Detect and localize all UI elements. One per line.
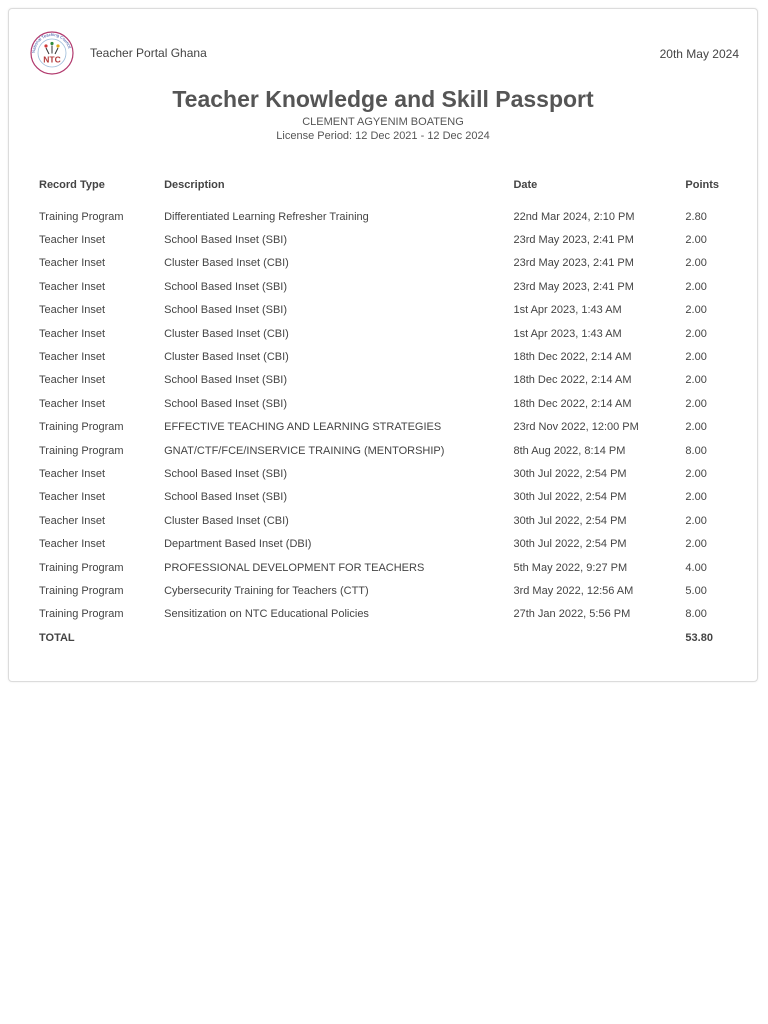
table-header-row: [35, 175, 739, 195]
table-row: [35, 416, 739, 439]
record-type-cell: Teacher Inset: [39, 234, 106, 247]
date-cell: 30th Jul 2022, 2:54 PM: [513, 538, 627, 551]
date-cell: 5th May 2022, 9:27 PM: [513, 561, 628, 574]
points-cell: 2.00: [685, 491, 707, 504]
table-row: [35, 439, 739, 462]
total-row: [35, 626, 739, 649]
table-row: [35, 486, 739, 509]
points-cell: 2.00: [685, 421, 707, 434]
table-row: [35, 603, 739, 626]
description-cell: Cybersecurity Training for Teachers (CTT): [164, 584, 369, 597]
date-cell: 23rd May 2023, 2:41 PM: [513, 234, 634, 247]
record-type-cell: Training Program: [39, 608, 124, 621]
record-type-cell: Teacher Inset: [39, 327, 106, 340]
table-row: [35, 252, 739, 275]
description-cell: Cluster Based Inset (CBI): [164, 514, 289, 527]
table-row: [35, 275, 739, 298]
record-type-cell: Teacher Inset: [39, 514, 106, 527]
points-cell: 2.00: [685, 467, 707, 480]
table-row: [35, 345, 739, 368]
record-type-cell: Training Program: [39, 444, 124, 457]
record-type-cell: Training Program: [39, 561, 124, 574]
table-row: [35, 509, 739, 532]
date-cell: 18th Dec 2022, 2:14 AM: [513, 374, 632, 387]
points-cell: 2.00: [685, 374, 707, 387]
record-type-cell: Teacher Inset: [39, 538, 106, 551]
print-date: 20th May 2024: [659, 47, 739, 61]
points-cell: 5.00: [685, 584, 707, 597]
table-row: [35, 556, 739, 579]
description-cell: Sensitization on NTC Educational Policies: [164, 608, 369, 621]
record-type-cell: Teacher Inset: [39, 351, 106, 364]
date-cell: 1st Apr 2023, 1:43 AM: [513, 327, 622, 340]
license-period: License Period: 12 Dec 2021 - 12 Dec 2024: [276, 130, 490, 142]
date-cell: 30th Jul 2022, 2:54 PM: [513, 467, 627, 480]
record-type-cell: Teacher Inset: [39, 374, 106, 387]
record-type-cell: Teacher Inset: [39, 304, 106, 317]
document-header: [9, 9, 757, 89]
records-table: [35, 175, 739, 649]
description-cell: Cluster Based Inset (CBI): [164, 351, 289, 364]
column-header-record-type: Record Type: [39, 179, 105, 191]
portal-name: Teacher Portal Ghana: [90, 46, 207, 60]
date-cell: 23rd May 2023, 2:41 PM: [513, 257, 634, 270]
points-cell: 2.00: [685, 538, 707, 551]
description-cell: Department Based Inset (DBI): [164, 538, 312, 551]
description-cell: GNAT/CTF/FCE/INSERVICE TRAINING (MENTORSHIP): [164, 444, 445, 457]
points-cell: 2.00: [685, 351, 707, 364]
date-cell: 8th Aug 2022, 8:14 PM: [513, 444, 626, 457]
description-cell: School Based Inset (SBI): [164, 397, 288, 410]
description-cell: EFFECTIVE TEACHING AND LEARNING STRATEGIES: [164, 421, 442, 434]
description-cell: School Based Inset (SBI): [164, 374, 288, 387]
total-points: 53.80: [685, 631, 713, 644]
record-type-cell: Teacher Inset: [39, 491, 106, 504]
description-cell: School Based Inset (SBI): [164, 491, 288, 504]
teacher-name: CLEMENT AGYENIM BOATENG: [302, 116, 464, 128]
description-cell: School Based Inset (SBI): [164, 304, 288, 317]
points-cell: 2.00: [685, 397, 707, 410]
date-cell: 1st Apr 2023, 1:43 AM: [513, 304, 622, 317]
title-block: [9, 85, 757, 143]
description-cell: Cluster Based Inset (CBI): [164, 257, 289, 270]
description-cell: School Based Inset (SBI): [164, 280, 288, 293]
date-cell: 30th Jul 2022, 2:54 PM: [513, 514, 627, 527]
description-cell: School Based Inset (SBI): [164, 467, 288, 480]
record-type-cell: Training Program: [39, 210, 124, 223]
description-cell: Cluster Based Inset (CBI): [164, 327, 289, 340]
column-header-points: Points: [685, 179, 720, 191]
table-row: [35, 228, 739, 251]
description-cell: PROFESSIONAL DEVELOPMENT FOR TEACHERS: [164, 561, 425, 574]
record-type-cell: Teacher Inset: [39, 397, 106, 410]
date-cell: 30th Jul 2022, 2:54 PM: [513, 491, 627, 504]
table-row: [35, 205, 739, 228]
points-cell: 8.00: [685, 608, 707, 621]
table-row: [35, 579, 739, 602]
passport-card: [8, 8, 758, 682]
date-cell: 3rd May 2022, 12:56 AM: [513, 584, 634, 597]
table-row: [35, 532, 739, 555]
table-row: [35, 462, 739, 485]
record-type-cell: Teacher Inset: [39, 257, 106, 270]
points-cell: 2.00: [685, 234, 707, 247]
record-type-cell: Teacher Inset: [39, 467, 106, 480]
points-cell: 4.00: [685, 561, 707, 574]
table-row: [35, 322, 739, 345]
table-row: [35, 392, 739, 415]
points-cell: 2.00: [685, 280, 707, 293]
description-cell: Differentiated Learning Refresher Training: [164, 210, 369, 223]
points-cell: 2.80: [685, 210, 707, 223]
total-label: TOTAL: [39, 631, 75, 644]
points-cell: 8.00: [685, 444, 707, 457]
points-cell: 2.00: [685, 304, 707, 317]
date-cell: 23rd May 2023, 2:41 PM: [513, 280, 634, 293]
date-cell: 23rd Nov 2022, 12:00 PM: [513, 421, 639, 434]
column-header-date: Date: [513, 179, 538, 191]
record-type-cell: Teacher Inset: [39, 280, 106, 293]
table-row: [35, 299, 739, 322]
date-cell: 27th Jan 2022, 5:56 PM: [513, 608, 631, 621]
logo-ring-text: National Teaching Council: [30, 31, 73, 54]
logo-text: NTC: [43, 54, 61, 65]
points-cell: 2.00: [685, 327, 707, 340]
date-cell: 22nd Mar 2024, 2:10 PM: [513, 210, 635, 223]
table-row: [35, 369, 739, 392]
points-cell: 2.00: [685, 257, 707, 270]
points-cell: 2.00: [685, 514, 707, 527]
page-title: Teacher Knowledge and Skill Passport: [172, 86, 594, 112]
record-type-cell: Training Program: [39, 584, 124, 597]
ntc-logo: [30, 31, 74, 75]
date-cell: 18th Dec 2022, 2:14 AM: [513, 397, 632, 410]
description-cell: School Based Inset (SBI): [164, 234, 288, 247]
records-body: [35, 205, 739, 649]
date-cell: 18th Dec 2022, 2:14 AM: [513, 351, 632, 364]
record-type-cell: Training Program: [39, 421, 124, 434]
column-header-description: Description: [164, 179, 225, 191]
